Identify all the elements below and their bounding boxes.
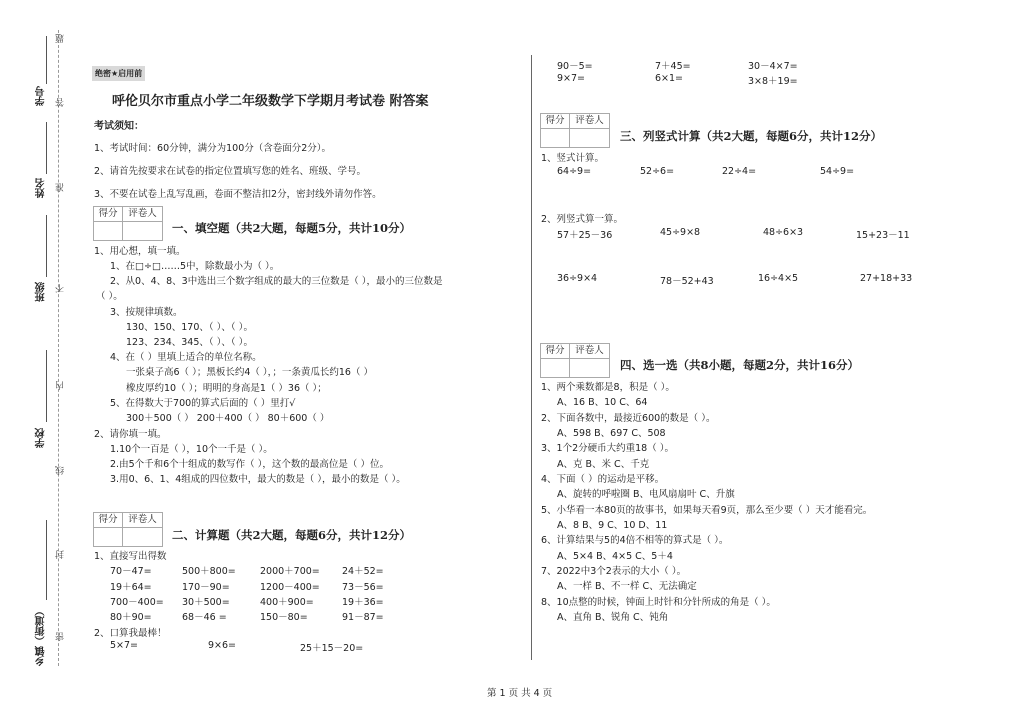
calc-item: 700－400= bbox=[110, 597, 164, 608]
calc-item: 52÷6= bbox=[640, 166, 675, 177]
calc-item: 400＋900= bbox=[260, 597, 314, 608]
page-number: 第 1 页 共 4 页 bbox=[487, 688, 553, 699]
page-title: 呼伦贝尔市重点小学二年级数学下学期月考试卷 附答案 bbox=[112, 94, 429, 109]
answer-options: A、5×4 B、4×5 C、5＋4 bbox=[557, 551, 673, 562]
calc-item: 19＋64= bbox=[110, 582, 152, 593]
margin-fill-line bbox=[46, 520, 47, 600]
calc-item: 54÷9= bbox=[820, 166, 855, 177]
calc-item: 30－4×7= bbox=[748, 61, 798, 72]
question-line: 一张桌子高6（ ）；黑板长约4（ ），；一条黄瓜长约16（ ） bbox=[126, 367, 373, 378]
question-line: 5、小华看一本80页的故事书，如果每天看9页，那么至少要（ ）天才能看完。 bbox=[541, 505, 873, 516]
calc-item: 70－47= bbox=[110, 566, 152, 577]
calc-item: 2000＋700= bbox=[260, 566, 320, 577]
calc-item: 45÷9×8 bbox=[660, 227, 701, 238]
calc-item: 27+18+33 bbox=[860, 273, 913, 284]
score-label: 得分 bbox=[541, 114, 570, 128]
calc-item: 30＋500= bbox=[182, 597, 230, 608]
margin-fill-line bbox=[46, 350, 47, 422]
score-label: 得分 bbox=[541, 344, 570, 358]
question-line: 8、10点整的时候，钟面上时针和分针所成的角是（ ）。 bbox=[541, 597, 776, 608]
margin-label-township: 乡镇（街道） bbox=[36, 606, 47, 666]
question-line: 1、用心想，填一填。 bbox=[94, 246, 186, 257]
question-line: 2、列竖式算一算。 bbox=[541, 214, 624, 225]
score-input-box bbox=[93, 527, 163, 547]
calc-item: 48÷6×3 bbox=[763, 227, 804, 238]
calc-item: 64÷9= bbox=[557, 166, 592, 177]
question-line: 1.10个一百是（ ），10个一千是（ ）。 bbox=[110, 444, 273, 455]
answer-options: A、一样 B、不一样 C、无法确定 bbox=[557, 581, 697, 592]
grader-label: 评卷人 bbox=[575, 115, 604, 126]
question-line: 1、两个乘数都是8，积是（ ）。 bbox=[541, 382, 675, 393]
score-box bbox=[93, 206, 163, 222]
confidential-badge: 绝密★启用前 bbox=[92, 66, 145, 81]
margin-mark: 线 bbox=[56, 466, 66, 475]
margin-mark: 内 bbox=[56, 381, 66, 390]
calc-item: 7＋45= bbox=[655, 61, 691, 72]
calc-item: 170－90= bbox=[182, 582, 230, 593]
question-line: （ ）。 bbox=[96, 291, 123, 302]
question-line: 2.由5个千和6个十组成的数写作（ ），这个数的最高位是（ ）位。 bbox=[110, 459, 389, 470]
question-line: 6、计算结果与5的4倍不相等的算式是（ ）。 bbox=[541, 535, 729, 546]
calc-item: 150－80= bbox=[260, 612, 308, 623]
calc-item: 500＋800= bbox=[182, 566, 236, 577]
score-box bbox=[93, 512, 163, 528]
question-line: 2、下面各数中，最接近600的数是（ ）。 bbox=[541, 413, 716, 424]
grader-label: 评卷人 bbox=[575, 345, 604, 356]
question-line: 1、在□÷□……5中，除数最小为（ ）。 bbox=[110, 261, 280, 272]
calc-item: 15+23－11 bbox=[856, 230, 910, 241]
notice-item: 2、请首先按要求在试卷的指定位置填写您的姓名、班级、学号。 bbox=[94, 166, 367, 177]
question-line: 3、1个2分硬币大约重18（ ）。 bbox=[541, 443, 674, 454]
margin-fill-line bbox=[46, 36, 47, 84]
score-label: 得分 bbox=[94, 207, 123, 221]
margin-label-school: 学校 bbox=[36, 428, 47, 448]
question-line: 1、竖式计算。 bbox=[541, 153, 605, 164]
question-line: 4、下面（ ）的运动是平移。 bbox=[541, 474, 665, 485]
calc-item: 22÷4= bbox=[722, 166, 757, 177]
answer-options: A、克 B、米 C、千克 bbox=[557, 459, 650, 470]
answer-options: A、16 B、10 C、64 bbox=[557, 397, 648, 408]
section-title-vertical-calc: 三、列竖式计算（共2大题，每题6分，共计12分） bbox=[620, 129, 883, 143]
section-title-fill-blank: 一、填空题（共2大题，每题5分，共计10分） bbox=[172, 221, 412, 235]
calc-item: 9×6= bbox=[208, 640, 237, 651]
column-divider bbox=[531, 55, 532, 660]
calc-item: 19＋36= bbox=[342, 597, 384, 608]
score-box bbox=[540, 343, 610, 359]
margin-fill-line bbox=[46, 122, 47, 174]
score-input-box bbox=[93, 221, 163, 241]
question-line: 橡皮厚约10（ ）；明明的身高是1（ ）36（ ）； bbox=[126, 383, 327, 394]
margin-mark: 准 bbox=[56, 183, 66, 192]
calc-item: 9×7= bbox=[557, 73, 586, 84]
question-line: 130、150、170、（ ）、（ ）。 bbox=[126, 322, 253, 333]
grader-label: 评卷人 bbox=[128, 208, 157, 219]
question-line: 4、在（ ）里填上适合的单位名称。 bbox=[110, 352, 262, 363]
grader-label: 评卷人 bbox=[128, 514, 157, 525]
margin-label-class: 班级 bbox=[36, 282, 47, 302]
answer-options: A、直角 B、锐角 C、钝角 bbox=[557, 612, 669, 623]
calc-item: 80＋90= bbox=[110, 612, 152, 623]
calc-item: 16÷4×5 bbox=[758, 273, 799, 284]
answer-options: A、8 B、9 C、10 D、11 bbox=[557, 520, 668, 531]
question-line: 5、在得数大于700的算式后面的（ ）里打√ bbox=[110, 398, 296, 409]
score-box bbox=[540, 113, 610, 129]
binding-line bbox=[58, 30, 59, 666]
answer-options: A、旋转的呼啦圈 B、电风扇扇叶 C、升旗 bbox=[557, 489, 735, 500]
calc-item: 1200－400= bbox=[260, 582, 320, 593]
calc-item: 68－46 = bbox=[182, 612, 227, 623]
calc-item: 73－56= bbox=[342, 582, 384, 593]
question-line: 1、直接写出得数 bbox=[94, 551, 167, 562]
margin-fill-line bbox=[46, 215, 47, 277]
answer-options: A、598 B、697 C、508 bbox=[557, 428, 666, 439]
calc-item: 36÷9×4 bbox=[557, 273, 598, 284]
margin-label-student-id: 学号 bbox=[36, 86, 47, 106]
calc-item: 25＋15－20= bbox=[300, 643, 364, 654]
margin-mark: 封 bbox=[56, 550, 66, 559]
calc-item: 24＋52= bbox=[342, 566, 384, 577]
calc-item: 91－87= bbox=[342, 612, 384, 623]
margin-mark: 不 bbox=[56, 284, 66, 293]
question-line: 7、2022中3个2表示的大小（ ）。 bbox=[541, 566, 687, 577]
section-title-multiple-choice: 四、选一选（共8小题，每题2分，共计16分） bbox=[620, 358, 860, 372]
question-line: 2、口算我最棒！ bbox=[94, 628, 167, 639]
notice-heading: 考试须知： bbox=[94, 121, 144, 132]
calc-item: 3×8＋19= bbox=[748, 76, 798, 87]
margin-label-name: 姓名 bbox=[36, 178, 47, 198]
question-line: 2、从0、4、8、3中选出三个数字组成的最大的三位数是（ ），最小的三位数是 bbox=[110, 276, 443, 287]
notice-item: 1、考试时间：60分钟，满分为100分（含卷面分2分）。 bbox=[94, 143, 332, 154]
question-line: 300＋500（ ） 200＋400（ ） 80＋600（ ） bbox=[126, 413, 330, 424]
margin-mark: 密 bbox=[56, 632, 66, 641]
question-line: 3、按规律填数。 bbox=[110, 307, 183, 318]
question-line: 123、234、345、（ ）、（ ）。 bbox=[126, 337, 253, 348]
question-line: 2、请你填一填。 bbox=[94, 429, 167, 440]
score-label: 得分 bbox=[94, 513, 123, 527]
margin-mark: 答 bbox=[56, 98, 66, 107]
calc-item: 57＋25－36 bbox=[557, 230, 613, 241]
margin-mark: 题 bbox=[56, 34, 66, 43]
calc-item: 78－52+43 bbox=[660, 276, 714, 287]
notice-item: 3、不要在试卷上乱写乱画，卷面不整洁扣2分，密封线外请勿作答。 bbox=[94, 189, 382, 200]
calc-item: 90－5= bbox=[557, 61, 593, 72]
section-title-calculation: 二、计算题（共2大题，每题6分，共计12分） bbox=[172, 528, 412, 542]
question-line: 3.用0、6、1、4组成的四位数中，最大的数是（ ），最小的数是（ ）。 bbox=[110, 474, 406, 485]
score-input-box bbox=[540, 128, 610, 148]
calc-item: 5×7= bbox=[110, 640, 139, 651]
score-input-box bbox=[540, 358, 610, 378]
calc-item: 6×1= bbox=[655, 73, 684, 84]
